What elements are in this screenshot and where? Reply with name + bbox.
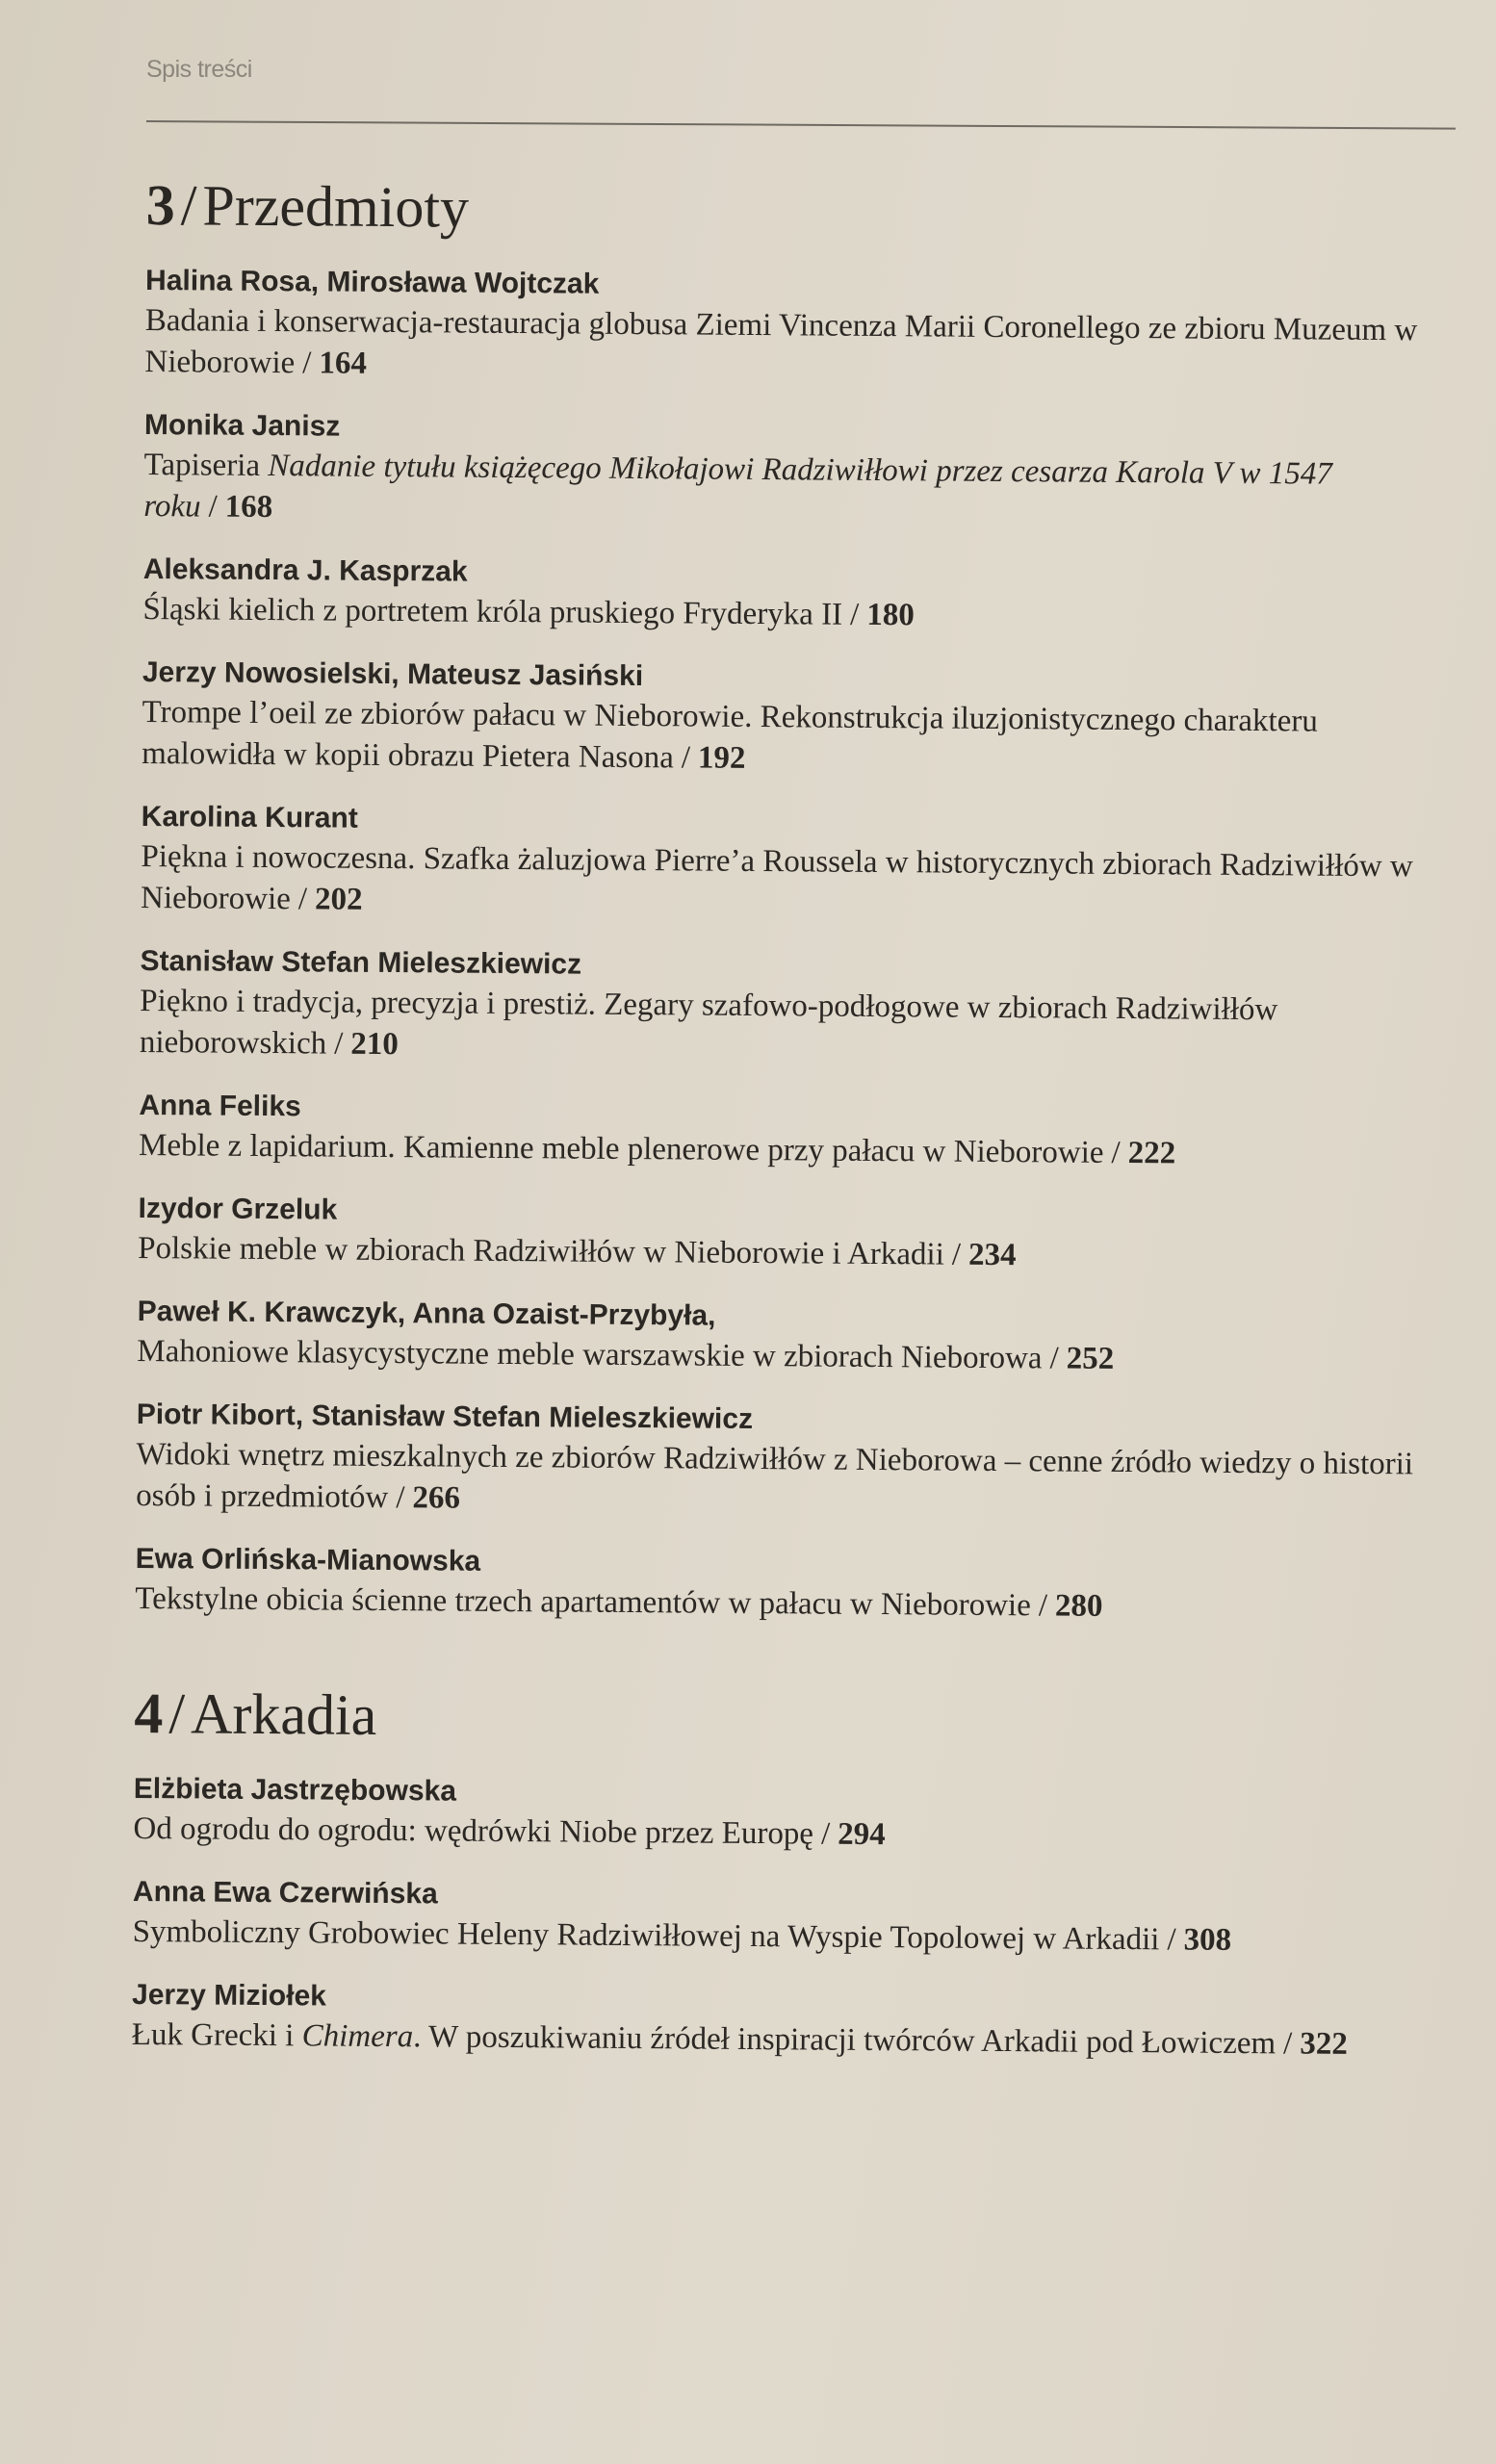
toc-entry (143, 406, 1425, 537)
entry-page: 308 (1183, 1922, 1232, 1958)
toc-entry (133, 1770, 1414, 1860)
page-separator: / (208, 489, 218, 525)
entry-title (138, 1228, 1418, 1279)
entry-authors: Karolina Kurant (141, 800, 358, 834)
entry-authors: Jerzy Nowosielski, Mateusz Jasiński (142, 655, 644, 693)
entry-page: 234 (967, 1237, 1017, 1273)
entry-title (143, 445, 1425, 537)
entry-title (144, 300, 1426, 393)
toc-entry (142, 654, 1423, 784)
section-heading (134, 1681, 1414, 1755)
entry-title-text: Tekstylne obicia ścienne trzech apartamentów w pałacu w Nieborowie (135, 1580, 1031, 1624)
entry-page: 164 (319, 346, 368, 381)
header-rule (146, 120, 1456, 130)
toc-entry (140, 942, 1421, 1073)
entry-title-text: Polskie meble w zbiorach Radziwiłłów w Nieborowie i Arkadii (138, 1230, 944, 1272)
entry-page: 252 (1066, 1341, 1115, 1376)
entry-title-text: Meble z lapidarium. Kamienne meble plenerowe przy pałacu w Nieborowie (138, 1127, 1104, 1170)
entry-title (142, 692, 1423, 784)
entry-page: 180 (866, 597, 915, 633)
entry-title (142, 589, 1423, 640)
entry-title-italic: Chimera (301, 2018, 414, 2055)
entry-title (139, 1125, 1419, 1176)
page-separator: / (820, 1816, 831, 1852)
page-separator: / (1282, 2026, 1293, 2062)
toc-entry (141, 798, 1422, 929)
page-separator: / (334, 1026, 344, 1062)
page-separator: / (1167, 1922, 1176, 1958)
page-separator: / (1049, 1341, 1059, 1376)
toc-entry (132, 1976, 1413, 2066)
section-title: Przedmioty (202, 173, 470, 240)
entry-title (135, 1578, 1415, 1630)
page-separator: / (849, 597, 860, 632)
page-separator: / (681, 740, 691, 776)
section-separator: / (180, 173, 197, 238)
entry-title (140, 981, 1421, 1073)
page-separator: / (302, 346, 312, 381)
page-separator: / (951, 1237, 962, 1272)
page-separator: / (1038, 1588, 1048, 1624)
toc-entry (135, 1540, 1416, 1630)
entry-title-text: Symboliczny Grobowiec Heleny Radziwiłłowej na Wyspie Topolowej w Arkadii (132, 1913, 1160, 1958)
entry-title (141, 836, 1422, 929)
entry-title-text: Badania i konserwacja-restauracja globusa Ziemi Vincenza Marii Coronellego ze zbioru Muzeum w Nieborowie (144, 302, 1418, 381)
entry-page: 294 (838, 1816, 886, 1853)
entry-authors: Monika Janisz (143, 408, 341, 443)
section-number: 3 (145, 173, 175, 238)
toc-entry (137, 1293, 1418, 1382)
entry-authors: Stanisław Stefan Mieleszkiewicz (140, 944, 582, 981)
entry-authors: Izydor Grzeluk (138, 1192, 338, 1226)
entry-page: 192 (697, 740, 746, 776)
entry-authors: Anna Feliks (139, 1089, 301, 1123)
page-separator: / (1111, 1135, 1121, 1170)
entry-authors: Halina Rosa, Mirosława Wojtczak (144, 264, 600, 300)
entry-page: 202 (314, 882, 363, 917)
entry-title (133, 1809, 1413, 1860)
entry-page: 266 (412, 1480, 461, 1516)
section-heading (145, 173, 1426, 246)
entry-title (132, 2015, 1412, 2066)
toc-entry (144, 262, 1426, 393)
entry-page: 210 (350, 1026, 400, 1063)
entry-title-text: Piękno i tradycja, precyzja i prestiż. Zegary szafowo-podłogowe w zbiorach Radziwiłłów nieborowskich (139, 983, 1278, 1062)
entry-title (136, 1434, 1417, 1527)
entry-title-text: Tapiseria (143, 447, 269, 484)
entry-title-italic: Nadanie tytułu książęcego Mikołajowi Radziwiłłowi przez cesarza Karola V w 1547 roku (143, 449, 1332, 525)
toc-entry (142, 551, 1424, 640)
entry-title-text: Trompe l’oeil ze zbiorów pałacu w Nieborowie. Rekonstrukcja iluzjonistycznego charakteru malowidła w kopii obrazu Pietera Nasona (142, 694, 1318, 776)
page-separator: / (297, 882, 308, 917)
entry-title-text: Łuk Grecki i (131, 2016, 302, 2054)
section-title: Arkadia (190, 1681, 377, 1747)
table-of-contents (131, 173, 1427, 2089)
section-number: 4 (134, 1681, 164, 1746)
entry-page: 168 (224, 489, 273, 526)
section-separator: / (168, 1681, 186, 1746)
entry-title (132, 1912, 1412, 1963)
entry-page: 322 (1300, 2026, 1348, 2062)
toc-entry (132, 1873, 1413, 1963)
entry-title-text: Mahoniowe klasycystyczne meble warszawskie w zbiorach Nieborowa (137, 1333, 1043, 1376)
entry-authors: Elżbieta Jastrzębowska (133, 1772, 457, 1808)
entry-title-text: . W poszukiwaniu źródeł inspiracji twórców Arkadii pod Łowiczem (413, 2019, 1277, 2062)
toc-entry (138, 1190, 1419, 1279)
entry-page: 280 (1054, 1588, 1103, 1624)
entry-authors: Paweł K. Krawczyk, Anna Ozaist-Przybyła, (137, 1295, 716, 1332)
entry-authors: Anna Ewa Czerwińska (132, 1875, 438, 1911)
toc-entry (136, 1396, 1417, 1527)
entry-page: 222 (1127, 1136, 1176, 1171)
entry-authors: Aleksandra J. Kasprzak (142, 552, 468, 588)
page-separator: / (396, 1480, 405, 1516)
entry-authors: Ewa Orlińska-Mianowska (135, 1542, 481, 1578)
entry-title (137, 1331, 1417, 1382)
entry-title-text: Od ogrodu do ogrodu: wędrówki Niobe przez Europę (133, 1810, 814, 1852)
toc-entry (139, 1087, 1420, 1176)
entry-title-text: Widoki wnętrz mieszkalnych ze zbiorów Radziwiłłów z Nieborowa – cenne źródło wiedzy o historii osób i przedmiotów (136, 1436, 1414, 1516)
entry-authors: Jerzy Miziołek (132, 1978, 327, 2013)
running-head: Spis treści (146, 56, 252, 83)
entry-authors: Piotr Kibort, Stanisław Stefan Mieleszkiewicz (136, 1398, 754, 1435)
entry-title-text: Śląski kielich z portretem króla pruskiego Fryderyka II (142, 591, 843, 632)
entry-title-text: Piękna i nowoczesna. Szafka żaluzjowa Pierre’a Roussela w historycznych zbiorach Radziwiłłów w Nieborowie (140, 838, 1413, 917)
